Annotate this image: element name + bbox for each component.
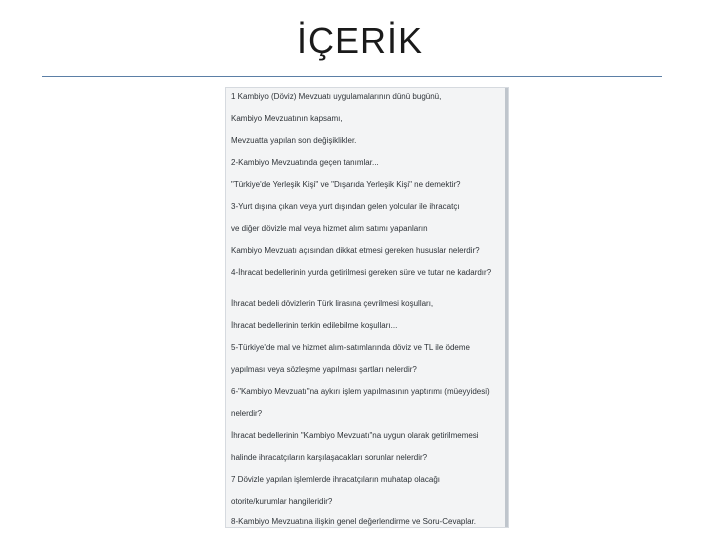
- contents-line: İhracat bedellerinin "Kambiyo Mevzuatı"na uygun olarak getirilmemesi: [231, 431, 479, 440]
- contents-line: 6-"Kambiyo Mevzuatı"na aykırı işlem yapılmasının yaptırımı (müeyyidesi): [231, 387, 490, 396]
- slide-title: İÇERİK: [296, 20, 424, 61]
- contents-line: 3-Yurt dışına çıkan veya yurt dışından gelen yolcular ile ihracatçı: [231, 202, 460, 211]
- contents-line: Kambiyo Mevzuatı açısından dikkat etmesi gereken hususlar nelerdir?: [231, 246, 480, 255]
- contents-line: 8-Kambiyo Mevzuatına ilişkin genel değerlendirme ve Soru-Cevaplar.: [231, 517, 477, 526]
- contents-line: nelerdir?: [231, 409, 263, 418]
- contents-line: Mevzuatta yapılan son değişiklikler.: [231, 136, 357, 145]
- contents-line: Kambiyo Mevzuatının kapsamı,: [231, 114, 343, 123]
- contents-line: İhracat bedellerinin terkin edilebilme koşulları...: [231, 321, 398, 330]
- contents-line: 4-İhracat bedellerinin yurda getirilmesi gereken süre ve tutar ne kadardır?: [231, 268, 492, 277]
- contents-line: otorite/kurumlar hangileridir?: [231, 497, 333, 506]
- contents-line: 1 Kambiyo (Döviz) Mevzuatı uygulamalarının dünü bugünü,: [231, 92, 442, 101]
- contents-line: ve diğer dövizle mal veya hizmet alım satımı yapanların: [231, 224, 428, 233]
- document-edge: [505, 88, 508, 527]
- contents-line: 5-Türkiye'de mal ve hizmet alım-satımlarında döviz ve TL ile ödeme: [231, 343, 470, 352]
- contents-line: 2-Kambiyo Mevzuatında geçen tanımlar...: [231, 158, 379, 167]
- document-image: [225, 87, 509, 528]
- contents-line: yapılması veya sözleşme yapılması şartları nelerdir?: [231, 365, 417, 374]
- contents-line: 7 Dövizle yapılan işlemlerde ihracatçıların muhatap olacağı: [231, 475, 440, 484]
- title-divider: [42, 76, 662, 77]
- contents-line: halinde ihracatçıların karşılaşacakları sorunlar nelerdir?: [231, 453, 428, 462]
- contents-line: "Türkiye'de Yerleşik Kişi" ve "Dışarıda Yerleşik Kişi" ne demektir?: [231, 180, 461, 189]
- contents-line: İhracat bedeli dövizlerin Türk lirasına çevrilmesi koşulları,: [231, 299, 434, 308]
